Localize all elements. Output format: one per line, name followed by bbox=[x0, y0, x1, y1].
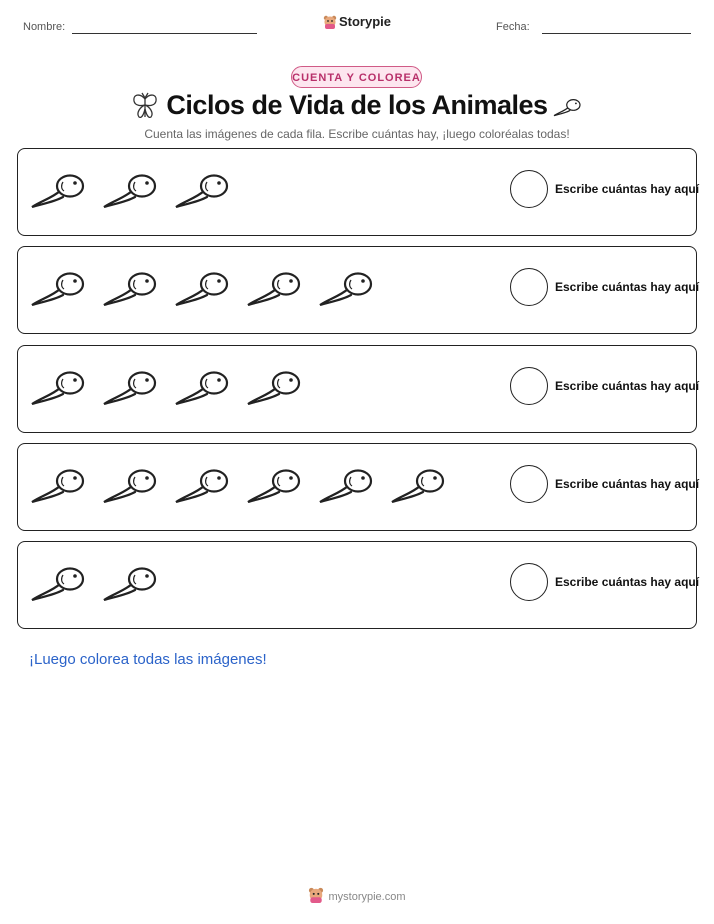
answer-label: Escribe cuántas hay aquí bbox=[555, 280, 700, 295]
page-title: Ciclos de Vida de los Animales bbox=[166, 90, 548, 120]
tadpole-icon[interactable] bbox=[30, 171, 85, 209]
tadpole-icon[interactable] bbox=[246, 269, 301, 307]
tadpole-icon[interactable] bbox=[102, 564, 157, 602]
tadpole-icon[interactable] bbox=[102, 466, 157, 504]
tadpole-icon[interactable] bbox=[246, 466, 301, 504]
tadpole-icon[interactable] bbox=[174, 368, 229, 406]
brand-logo bbox=[0, 14, 714, 29]
tadpole-group bbox=[30, 466, 445, 504]
tadpole-icon[interactable] bbox=[318, 269, 373, 307]
footer-url: mystorypie.com bbox=[328, 891, 406, 903]
tadpole-icon[interactable] bbox=[102, 368, 157, 406]
answer-circle[interactable] bbox=[510, 465, 548, 503]
counting-row bbox=[17, 246, 700, 334]
bear-mascot-icon bbox=[323, 15, 337, 29]
tadpole-icon[interactable] bbox=[102, 171, 157, 209]
counting-row bbox=[17, 443, 700, 531]
counting-row bbox=[17, 345, 700, 433]
answer-circle[interactable] bbox=[510, 563, 548, 601]
instructions: Cuenta las imágenes de cada fila. Escribe cuántas hay, ¡luego coloréalas todas! bbox=[144, 127, 570, 141]
footer-note: ¡Luego colorea todas las imágenes! bbox=[29, 651, 267, 668]
bear-mascot-icon bbox=[308, 886, 324, 904]
tadpole-group bbox=[30, 269, 373, 307]
counting-row bbox=[17, 541, 700, 629]
tadpole-icon[interactable] bbox=[318, 466, 373, 504]
counting-row bbox=[17, 148, 700, 236]
brand-name: Storypie bbox=[338, 14, 391, 29]
answer-circle[interactable] bbox=[510, 268, 548, 306]
date-label: Fecha: bbox=[496, 21, 530, 33]
tadpole-icon[interactable] bbox=[30, 466, 85, 504]
tadpole-icon[interactable] bbox=[174, 171, 229, 209]
tadpole-group bbox=[30, 171, 229, 209]
date-field-line[interactable] bbox=[542, 33, 691, 34]
tadpole-icon[interactable] bbox=[174, 466, 229, 504]
answer-label: Escribe cuántas hay aquí bbox=[555, 182, 700, 196]
name-label: Nombre: bbox=[23, 21, 66, 33]
tadpole-icon[interactable] bbox=[30, 269, 85, 307]
tadpole-icon[interactable] bbox=[102, 269, 157, 307]
tadpole-icon[interactable] bbox=[30, 564, 85, 602]
tadpole-icon[interactable] bbox=[174, 269, 229, 307]
answer-circle[interactable] bbox=[510, 367, 548, 405]
activity-badge: CUENTA Y COLOREA bbox=[291, 66, 422, 88]
footer bbox=[0, 886, 714, 904]
tadpole-icon[interactable] bbox=[30, 368, 85, 406]
tadpole-icon[interactable] bbox=[390, 466, 445, 504]
name-field-line[interactable] bbox=[72, 33, 257, 34]
answer-circle[interactable] bbox=[510, 170, 548, 208]
tadpole-icon bbox=[553, 97, 581, 117]
answer-label: Escribe cuántas hay aquí bbox=[555, 575, 700, 590]
tadpole-group bbox=[30, 368, 301, 406]
answer-label: Escribe cuántas hay aquí bbox=[555, 378, 700, 393]
answer-label: Escribe cuántas hay aquí bbox=[555, 476, 700, 491]
tadpole-group bbox=[30, 564, 157, 602]
tadpole-icon[interactable] bbox=[246, 368, 301, 406]
